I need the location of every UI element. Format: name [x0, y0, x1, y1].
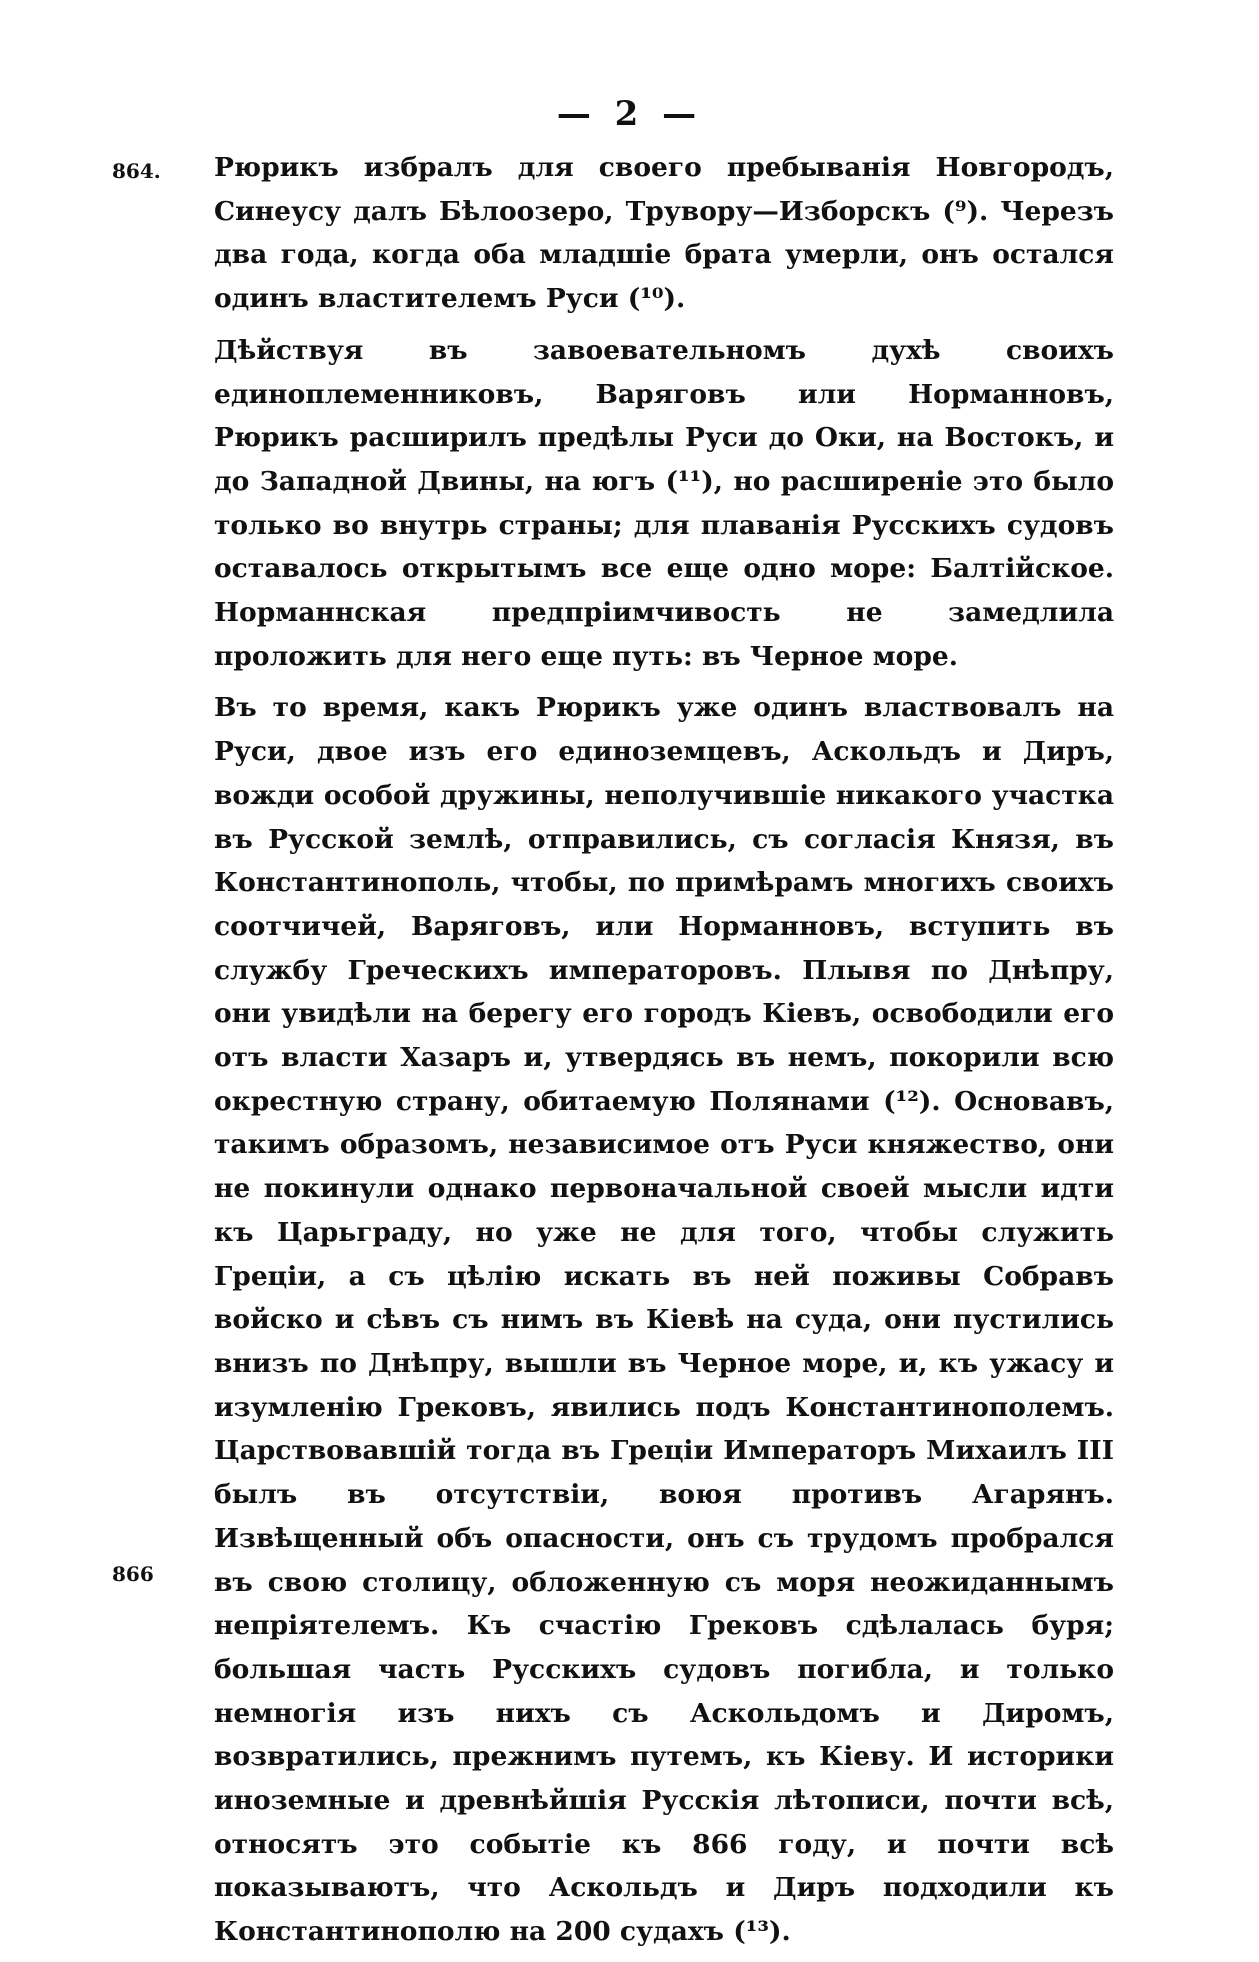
paragraph-1: Рюрикъ избралъ для своего пребыванія Новгородъ, Синеусу далъ Бѣлоозеро, Трувору—Изборскъ (⁹). Черезъ два года, когда оба младшіе брата умерли, онъ остался одинъ властителемъ Руси (¹⁰). — [214, 152, 1114, 315]
body-text — [214, 146, 1114, 1962]
margin-year-864: 864. — [112, 159, 161, 183]
page-number: — 2 — — [556, 94, 703, 134]
paragraph-2: Дѣйствуя въ завоевательномъ духѣ своихъ единоплеменниковъ, Варяговъ или Норманновъ, Рюрикъ расширилъ предѣлы Руси до Оки, на Востокъ, и до Западной Двины, на югъ (¹¹), но расширеніе это было только во внутрь страны; для плаванія Русскихъ судовъ оставалось открытымъ все еще одно море: Балтійское. Норманнская предпріимчивость не замедлила проложить для него еще путь: въ Черное море. — [214, 334, 1114, 672]
margin-year-866: 866 — [112, 1562, 154, 1586]
paragraph-3: Въ то время, какъ Рюрикъ уже одинъ властвовалъ на Руси, двое изъ его единоземцевъ, Аскольдъ и Диръ, вожди особой дружины, неполучившіе никакого участка въ Русской землѣ, отправились, съ согласія Князя, въ Константинополь, чтобы, по примѣрамъ многихъ своихъ соотчичей, Варяговъ, или Норманновъ, вступить въ службу Греческихъ императоровъ. Плывя по Днѣпру, они увидѣли на берегу его городъ Кіевъ, освободили его отъ власти Хазаръ и, утвердясь въ немъ, покорили всю окрестную страну, обитаемую Полянами (¹²). Основавъ, такимъ образомъ, независимое отъ Руси княжество, они не покинули однако первоначальной своей мысли идти къ Царьграду, но уже не для того, чтобы служить Греціи, а съ цѣлію искать въ ней поживы Собравъ войско и сѣвъ съ нимъ въ Кіевѣ на суда, они пустились внизъ по Днѣпру, вышли въ Черное море, и, къ ужасу и изумленію Грековъ, явились подъ Константинополемъ. Царствовавшій тогда въ Греціи Императоръ Михаилъ III былъ въ отсутствіи, воюя противъ Агарянъ. Извѣщенный объ опасности, онъ съ трудомъ пробрался въ свою столицу, обложенную съ моря неожиданнымъ непріятелемъ. Къ счастію Грековъ сдѣлалась буря; большая часть Русскихъ судовъ погибла, и только немногія изъ нихъ съ Аскольдомъ и Диромъ, возвратились, прежнимъ путемъ, къ Кіеву. И историки иноземные и древнѣйшія Русскія лѣтописи, почти всѣ, относятъ это событіе къ 866 году, и почти всѣ показываютъ, что Аскольдъ и Диръ подходили къ Константинополю на 200 судахъ (¹³). — [214, 692, 1114, 1948]
